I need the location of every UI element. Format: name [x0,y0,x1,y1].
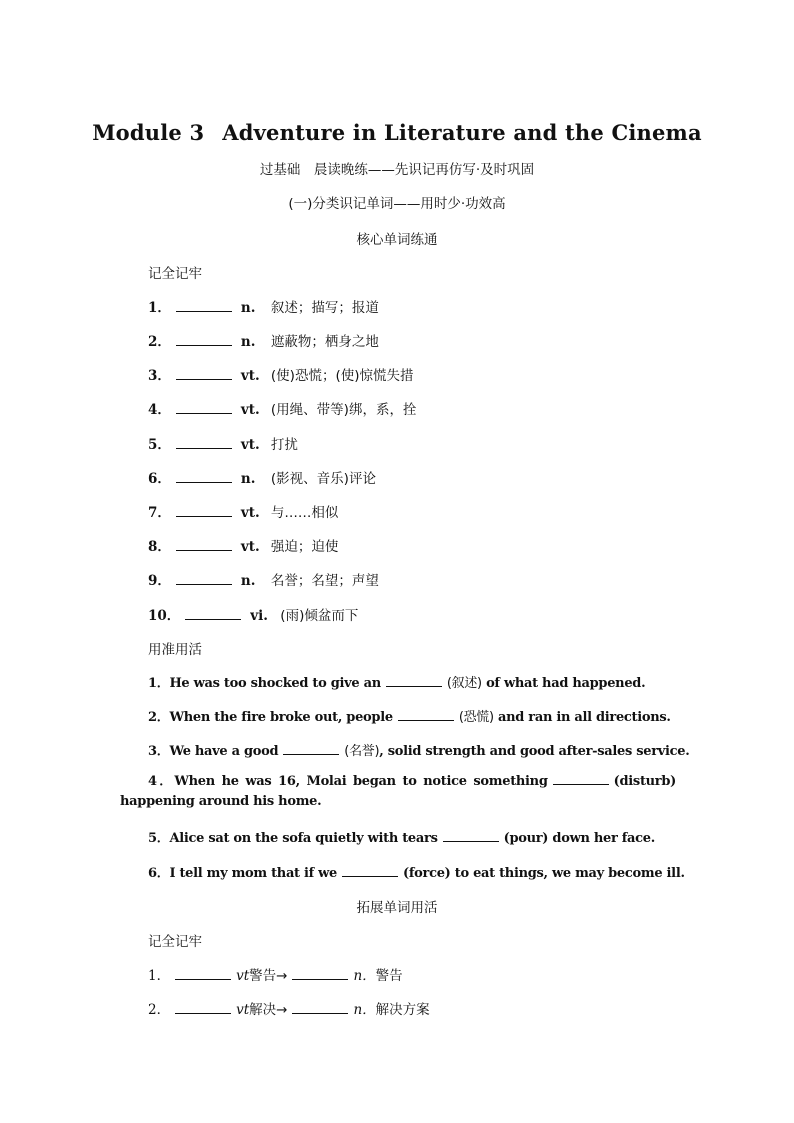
answer-blank[interactable] [176,333,232,346]
answer-blank[interactable] [185,607,241,620]
answer-blank[interactable] [176,572,232,585]
core-words-heading: 核心单词练通 [356,232,438,248]
sentence-item: 5．Alice sat on the sofa quietly with tears (pour) down her face. [148,831,655,846]
answer-blank[interactable] [175,1001,231,1014]
answer-blank[interactable] [176,401,232,414]
core-word-item: 3． vt. (使)恐慌；(使)惊慌失措 [148,368,414,384]
answer-blank[interactable] [342,864,398,877]
memorize-label: 记全记牢 [148,266,202,282]
answer-blank[interactable] [292,1001,348,1014]
page-title [0,120,794,145]
answer-blank[interactable] [443,829,499,842]
module-topic: Adventure in Literature and the Cinema [222,120,702,145]
core-word-item: 1． n. 叙述；描写；报道 [148,300,379,316]
core-word-item: 4． vt. (用绳、带等)绑，系，拴 [148,402,417,418]
answer-blank[interactable] [175,967,231,980]
answer-blank[interactable] [553,772,609,785]
memorize-label-2: 记全记牢 [148,934,202,950]
core-word-item: 9． n. 名誉；名望；声望 [148,573,379,589]
answer-blank[interactable] [176,436,232,449]
answer-blank[interactable] [176,299,232,312]
core-word-item: 5． vt. 打扰 [148,437,298,453]
module-number: Module 3 [92,120,205,145]
subtitle: 过基础 晨读晚练——先识记再仿写·及时巩固 [259,162,535,178]
answer-blank[interactable] [176,470,232,483]
answer-blank[interactable] [176,538,232,551]
sentence-item: 4．When he was 16, Molai began to notice something (disturb) happening around his home. [120,774,676,809]
ext-word-item: 2． vt解决→ n．解决方案 [148,1002,430,1018]
ext-word-item: 1． vt警告→ n．警告 [148,968,403,984]
use-label: 用准用活 [148,642,202,658]
answer-blank[interactable] [398,708,454,721]
sentence-item: 1．He was too shocked to give an (叙述) of what had happened. [148,676,646,691]
core-word-item: 8． vt. 强迫；迫使 [148,539,339,555]
sentence-item: 2．When the fire broke out, people (恐慌) and ran in all directions. [148,710,671,725]
answer-blank[interactable] [176,504,232,517]
answer-blank[interactable] [283,742,339,755]
sentence-item: 3．We have a good (名誉), solid strength and good after-sales service. [148,744,690,759]
answer-blank[interactable] [292,967,348,980]
answer-blank[interactable] [176,367,232,380]
ext-words-heading: 拓展单词用活 [356,900,438,916]
core-word-item: 6． n. (影视、音乐)评论 [148,471,376,487]
sentence-item: 6．I tell my mom that if we (force) to eat things, we may become ill. [148,866,685,881]
section-heading: (一)分类识记单词——用时少·功效高 [288,196,506,212]
core-word-item: 2． n. 遮蔽物；栖身之地 [148,334,379,350]
core-word-item: 10． vi. (雨)倾盆而下 [148,608,359,624]
answer-blank[interactable] [386,674,442,687]
core-word-item: 7． vt. 与……相似 [148,505,339,521]
